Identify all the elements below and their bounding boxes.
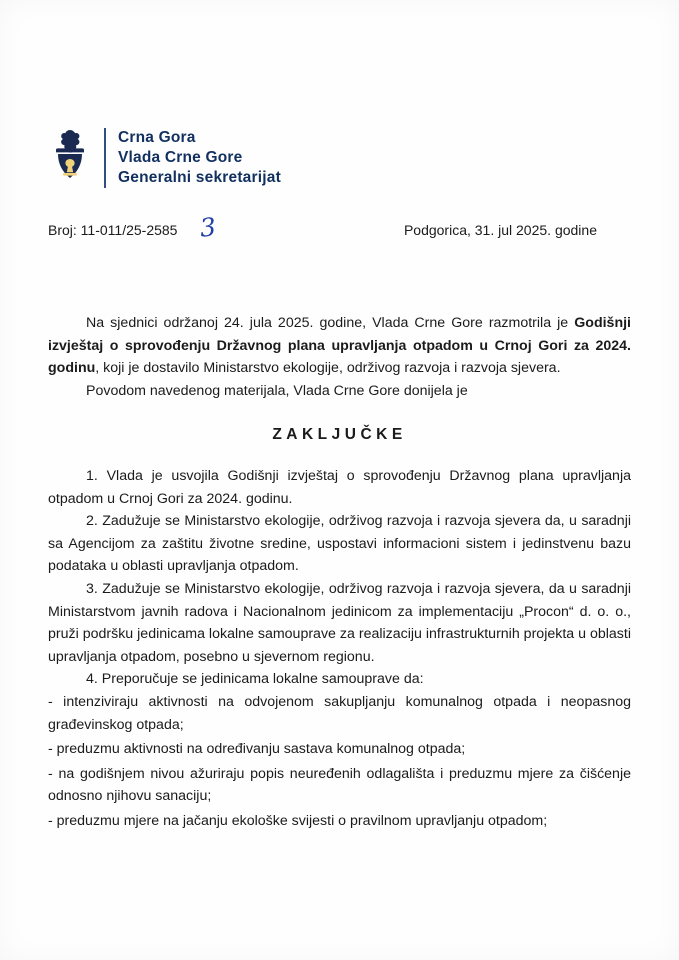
document-number xyxy=(48,212,218,243)
conclusion-item-3: 3. Zadužuje se Ministarstvo ekologije, održivog razvoja i razvoja sjevera, da u saradnji Ministarstvom javnih radova i Nacionalnom jedinicom za implementaciju „Procon“ d. o. o., pruži podršku jedinicama lokalne samouprave za realizaciju infrastrukturnih projekta u oblasti upravljanja otpadom, posebno u sjevernom regionu. xyxy=(48,580,631,665)
handwritten-annotation: 3 xyxy=(198,212,218,243)
document-number-label: Broj: 11-011/25-2585 xyxy=(48,222,178,238)
document-body xyxy=(48,312,631,832)
document-place-date: Podgorica, 31. jul 2025. godine xyxy=(403,222,597,238)
intro-text-part1: Na sjednici održanoj 24. jula 2025. godine, Vlada Crne Gore razmotrila je xyxy=(86,315,575,331)
header-line-government: Vlada Crne Gore xyxy=(118,149,243,166)
conclusion-item-1: 1. Vlada je usvojila Godišnji izvještaj o sprovođenju Državnog plana upravljanja otpadom u Crnoj Gori za 2024. godinu. xyxy=(48,467,631,507)
header-line-country: Crna Gora xyxy=(118,129,196,146)
document-header xyxy=(48,128,281,188)
recommendation-bullet-2: - preduzmu aktivnosti na određivanju sastava komunalnog otpada; xyxy=(48,741,466,758)
document-meta xyxy=(48,212,631,243)
document-title: ZAKLJUČKE xyxy=(272,426,407,444)
header-divider xyxy=(104,128,106,188)
recommendation-bullet-3: - na godišnjem nivou ažuriraju popis neuređenih odlagališta i preduzmu mjere za čišćenje odnosno njihovu sanaciju; xyxy=(48,765,631,805)
recommendation-bullet-4: - preduzmu mjere na jačanju ekološke svijesti o pravilnom upravljanju otpadom; xyxy=(48,812,548,829)
montenegro-coat-of-arms-icon xyxy=(48,128,92,186)
header-line-secretariat: Generalni sekretarijat xyxy=(118,169,281,186)
intro-text-part2: , koji je dostavilo Ministarstvo ekologije, održivog razvoja i razvoja sjevera. xyxy=(95,360,561,377)
recommendation-bullet-1: - intenziviraju aktivnosti na odvojenom sakupljanju komunalnog otpada i neopasnog građevinskog otpada; xyxy=(48,693,631,733)
intro-report-title: Godišnji izvještaj o sprovođenju Državnog plana upravljanja otpadom u Crnoj Gori za 2024. godinu xyxy=(48,315,631,377)
intro-paragraph xyxy=(48,312,631,380)
conclusion-item-4: 4. Preporučuje se jedinicama lokalne samouprave da: xyxy=(86,671,424,688)
intro-paragraph-2: Povodom navedenog materijala, Vlada Crne Gore donijela je xyxy=(86,382,468,399)
conclusion-item-2: 2. Zadužuje se Ministarstvo ekologije, održivog razvoja i razvoja sjevera da, u saradnji sa Agencijom za zaštitu životne sredine, uspostavi informacioni sistem i jedinstvenu bazu podataka u oblasti upravljanja otpadom. xyxy=(48,513,631,575)
